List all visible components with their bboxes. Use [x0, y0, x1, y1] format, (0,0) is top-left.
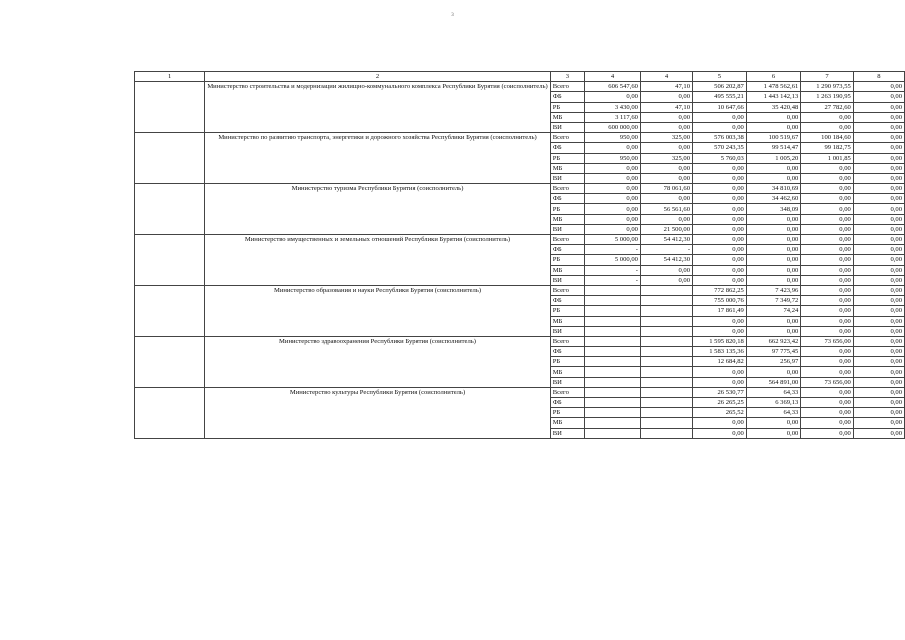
funding-source: ФБ: [550, 92, 584, 102]
amount-cell: 0,00: [801, 357, 854, 367]
amount-cell: [585, 428, 641, 438]
budget-table: [134, 71, 905, 439]
amount-cell: 35 420,48: [746, 102, 800, 112]
funding-source: РБ: [550, 255, 584, 265]
amount-cell: 0,00: [853, 255, 904, 265]
amount-cell: 5 000,00: [585, 235, 641, 245]
amount-cell: 0,00: [853, 418, 904, 428]
amount-cell: 0,00: [746, 255, 800, 265]
amount-cell: 1 583 135,36: [693, 347, 747, 357]
amount-cell: 0,00: [853, 235, 904, 245]
amount-cell: 0,00: [853, 122, 904, 132]
funding-source: ВИ: [550, 275, 584, 285]
amount-cell: 0,00: [853, 316, 904, 326]
amount-cell: 0,00: [585, 92, 641, 102]
amount-cell: [585, 285, 641, 295]
amount-cell: 0,00: [853, 367, 904, 377]
amount-cell: 0,00: [853, 163, 904, 173]
column-header: 8: [853, 72, 904, 82]
amount-cell: [585, 418, 641, 428]
amount-cell: 0,00: [801, 204, 854, 214]
amount-cell: [585, 377, 641, 387]
amount-cell: 0,00: [746, 245, 800, 255]
amount-cell: 0,00: [801, 122, 854, 132]
amount-cell: 570 243,35: [693, 143, 747, 153]
amount-cell: 0,00: [693, 377, 747, 387]
funding-source: Всего: [550, 285, 584, 295]
amount-cell: 0,00: [640, 214, 692, 224]
amount-cell: [585, 357, 641, 367]
amount-cell: 0,00: [585, 184, 641, 194]
amount-cell: -: [585, 245, 641, 255]
table-row: [135, 285, 905, 295]
funding-source: Всего: [550, 336, 584, 346]
amount-cell: 0,00: [746, 214, 800, 224]
amount-cell: 26 265,25: [693, 398, 747, 408]
amount-cell: 0,00: [801, 398, 854, 408]
amount-cell: 0,00: [853, 275, 904, 285]
amount-cell: 0,00: [853, 285, 904, 295]
amount-cell: [640, 326, 692, 336]
page-number: 3: [451, 13, 454, 18]
funding-source: МБ: [550, 316, 584, 326]
amount-cell: 0,00: [853, 296, 904, 306]
funding-source: ФБ: [550, 398, 584, 408]
amount-cell: 0,00: [853, 265, 904, 275]
funding-source: МБ: [550, 163, 584, 173]
funding-source: Всего: [550, 184, 584, 194]
amount-cell: 0,00: [640, 163, 692, 173]
amount-cell: [640, 387, 692, 397]
amount-cell: 606 547,60: [585, 82, 641, 92]
amount-cell: 0,00: [853, 357, 904, 367]
amount-cell: 755 000,76: [693, 296, 747, 306]
amount-cell: 0,00: [853, 377, 904, 387]
amount-cell: -: [640, 245, 692, 255]
amount-cell: 0,00: [746, 173, 800, 183]
amount-cell: 0,00: [853, 326, 904, 336]
column-header: 7: [801, 72, 854, 82]
amount-cell: 6 369,13: [746, 398, 800, 408]
amount-cell: 7 349,72: [746, 296, 800, 306]
amount-cell: 0,00: [640, 173, 692, 183]
amount-cell: 0,00: [746, 235, 800, 245]
funding-source: МБ: [550, 265, 584, 275]
amount-cell: 74,24: [746, 306, 800, 316]
amount-cell: 100 519,67: [746, 133, 800, 143]
amount-cell: 0,00: [585, 163, 641, 173]
amount-cell: [640, 408, 692, 418]
amount-cell: [640, 336, 692, 346]
amount-cell: 0,00: [801, 428, 854, 438]
amount-cell: 54 412,30: [640, 255, 692, 265]
amount-cell: 0,00: [853, 143, 904, 153]
amount-cell: [640, 398, 692, 408]
amount-cell: 64,33: [746, 387, 800, 397]
amount-cell: [585, 408, 641, 418]
amount-cell: 576 003,38: [693, 133, 747, 143]
amount-cell: 348,09: [746, 204, 800, 214]
amount-cell: 0,00: [693, 173, 747, 183]
amount-cell: 0,00: [746, 275, 800, 285]
amount-cell: 1 290 973,55: [801, 82, 854, 92]
amount-cell: [640, 418, 692, 428]
amount-cell: 0,00: [746, 163, 800, 173]
amount-cell: 0,00: [853, 133, 904, 143]
amount-cell: 0,00: [853, 112, 904, 122]
column-header: 4: [585, 72, 641, 82]
amount-cell: 0,00: [640, 112, 692, 122]
table-row: [135, 235, 905, 245]
amount-cell: 73 656,00: [801, 336, 854, 346]
amount-cell: [640, 347, 692, 357]
row-number-cell: [135, 184, 205, 235]
amount-cell: 0,00: [746, 316, 800, 326]
amount-cell: 47,10: [640, 82, 692, 92]
funding-source: МБ: [550, 214, 584, 224]
amount-cell: [585, 347, 641, 357]
funding-source: РБ: [550, 102, 584, 112]
amount-cell: 0,00: [746, 112, 800, 122]
amount-cell: 0,00: [693, 184, 747, 194]
funding-source: ФБ: [550, 347, 584, 357]
amount-cell: 0,00: [585, 224, 641, 234]
amount-cell: [640, 306, 692, 316]
row-number-cell: [135, 82, 205, 133]
amount-cell: 0,00: [801, 112, 854, 122]
amount-cell: 0,00: [585, 194, 641, 204]
amount-cell: 56 561,60: [640, 204, 692, 214]
amount-cell: 950,00: [585, 133, 641, 143]
amount-cell: 0,00: [801, 265, 854, 275]
amount-cell: 0,00: [853, 245, 904, 255]
table-row: [135, 133, 905, 143]
amount-cell: 1 005,20: [746, 153, 800, 163]
amount-cell: [640, 377, 692, 387]
amount-cell: 0,00: [746, 122, 800, 132]
funding-source: ВИ: [550, 326, 584, 336]
amount-cell: [640, 367, 692, 377]
amount-cell: 64,33: [746, 408, 800, 418]
amount-cell: 27 782,60: [801, 102, 854, 112]
funding-source: Всего: [550, 235, 584, 245]
amount-cell: 0,00: [801, 285, 854, 295]
funding-source: ВИ: [550, 173, 584, 183]
amount-cell: 1 595 820,18: [693, 336, 747, 346]
amount-cell: 47,10: [640, 102, 692, 112]
funding-source: ФБ: [550, 245, 584, 255]
amount-cell: 0,00: [801, 194, 854, 204]
amount-cell: 10 647,66: [693, 102, 747, 112]
amount-cell: 73 656,00: [801, 377, 854, 387]
amount-cell: 0,00: [801, 224, 854, 234]
amount-cell: 0,00: [693, 326, 747, 336]
amount-cell: 97 775,45: [746, 347, 800, 357]
executor-name: Министерство образования и науки Республики Бурятия (соисполнитель): [205, 285, 550, 336]
amount-cell: 0,00: [853, 347, 904, 357]
amount-cell: 0,00: [853, 153, 904, 163]
amount-cell: 0,00: [693, 255, 747, 265]
amount-cell: 3 430,00: [585, 102, 641, 112]
amount-cell: 0,00: [801, 326, 854, 336]
amount-cell: 0,00: [801, 408, 854, 418]
amount-cell: 0,00: [853, 92, 904, 102]
amount-cell: 0,00: [801, 255, 854, 265]
amount-cell: 0,00: [853, 194, 904, 204]
funding-source: ВИ: [550, 428, 584, 438]
amount-cell: 0,00: [585, 214, 641, 224]
amount-cell: [640, 428, 692, 438]
amount-cell: 0,00: [693, 418, 747, 428]
funding-source: Всего: [550, 133, 584, 143]
amount-cell: 0,00: [693, 275, 747, 285]
amount-cell: 0,00: [853, 204, 904, 214]
amount-cell: 0,00: [693, 163, 747, 173]
funding-source: РБ: [550, 153, 584, 163]
amount-cell: 265,52: [693, 408, 747, 418]
executor-name: Министерство здравоохранения Республики Бурятия (соисполнитель): [205, 336, 550, 387]
amount-cell: 100 184,60: [801, 133, 854, 143]
amount-cell: 99 514,47: [746, 143, 800, 153]
amount-cell: 0,00: [693, 316, 747, 326]
table-row: [135, 336, 905, 346]
amount-cell: 34 462,60: [746, 194, 800, 204]
column-header: 2: [205, 72, 550, 82]
amount-cell: 506 202,87: [693, 82, 747, 92]
table-row: [135, 184, 905, 194]
amount-cell: 0,00: [585, 143, 641, 153]
amount-cell: 0,00: [853, 306, 904, 316]
table-row: [135, 82, 905, 92]
amount-cell: 0,00: [853, 173, 904, 183]
amount-cell: 21 500,00: [640, 224, 692, 234]
amount-cell: 662 923,42: [746, 336, 800, 346]
amount-cell: 0,00: [693, 214, 747, 224]
funding-source: РБ: [550, 204, 584, 214]
amount-cell: 1 478 562,61: [746, 82, 800, 92]
amount-cell: 12 684,82: [693, 357, 747, 367]
amount-cell: 0,00: [853, 398, 904, 408]
amount-cell: 0,00: [801, 296, 854, 306]
amount-cell: 0,00: [640, 275, 692, 285]
executor-name: Министерство строительства и модернизации жилищно-коммунального комплекса Республики Бурятия (соисполнитель): [205, 82, 550, 133]
amount-cell: 0,00: [693, 245, 747, 255]
amount-cell: -: [585, 265, 641, 275]
column-header: 3: [550, 72, 584, 82]
amount-cell: 0,00: [693, 235, 747, 245]
row-number-cell: [135, 235, 205, 286]
amount-cell: 0,00: [853, 214, 904, 224]
amount-cell: 600 000,00: [585, 122, 641, 132]
amount-cell: [585, 367, 641, 377]
funding-source: МБ: [550, 418, 584, 428]
funding-source: ВИ: [550, 377, 584, 387]
amount-cell: 0,00: [640, 122, 692, 132]
amount-cell: 0,00: [746, 418, 800, 428]
amount-cell: 0,00: [801, 235, 854, 245]
amount-cell: [585, 316, 641, 326]
amount-cell: 54 412,30: [640, 235, 692, 245]
amount-cell: 5 000,00: [585, 255, 641, 265]
amount-cell: 0,00: [853, 184, 904, 194]
amount-cell: 772 862,25: [693, 285, 747, 295]
amount-cell: 256,97: [746, 357, 800, 367]
amount-cell: 0,00: [693, 367, 747, 377]
amount-cell: 17 861,49: [693, 306, 747, 316]
amount-cell: 0,00: [746, 265, 800, 275]
funding-source: Всего: [550, 82, 584, 92]
funding-source: Всего: [550, 387, 584, 397]
row-number-cell: [135, 133, 205, 184]
amount-cell: 0,00: [801, 347, 854, 357]
amount-cell: 0,00: [801, 214, 854, 224]
amount-cell: 0,00: [801, 184, 854, 194]
amount-cell: 495 555,21: [693, 92, 747, 102]
funding-source: РБ: [550, 306, 584, 316]
amount-cell: 0,00: [853, 82, 904, 92]
amount-cell: 0,00: [693, 224, 747, 234]
funding-source: ФБ: [550, 143, 584, 153]
amount-cell: 0,00: [585, 204, 641, 214]
amount-cell: [640, 296, 692, 306]
executor-name: Министерство культуры Республики Бурятия (соисполнитель): [205, 387, 550, 438]
amount-cell: 34 810,69: [746, 184, 800, 194]
amount-cell: 0,00: [853, 102, 904, 112]
amount-cell: 5 760,03: [693, 153, 747, 163]
column-header: 6: [746, 72, 800, 82]
amount-cell: [585, 296, 641, 306]
amount-cell: [640, 285, 692, 295]
executor-name: Министерство по развитию транспорта, энергетики и дорожного хозяйства Республики Бурятия (соисполнитель): [205, 133, 550, 184]
amount-cell: -: [585, 275, 641, 285]
amount-cell: [585, 387, 641, 397]
amount-cell: 0,00: [801, 306, 854, 316]
amount-cell: 0,00: [801, 367, 854, 377]
amount-cell: 0,00: [640, 143, 692, 153]
amount-cell: 0,00: [746, 428, 800, 438]
amount-cell: 1 443 142,13: [746, 92, 800, 102]
amount-cell: 1 001,85: [801, 153, 854, 163]
amount-cell: [585, 336, 641, 346]
amount-cell: 0,00: [801, 245, 854, 255]
amount-cell: 0,00: [853, 336, 904, 346]
amount-cell: 0,00: [853, 387, 904, 397]
funding-source: ФБ: [550, 296, 584, 306]
funding-source: МБ: [550, 112, 584, 122]
amount-cell: 26 530,77: [693, 387, 747, 397]
amount-cell: [640, 357, 692, 367]
column-header: 5: [693, 72, 747, 82]
column-header: 4: [640, 72, 692, 82]
amount-cell: 325,00: [640, 153, 692, 163]
amount-cell: 0,00: [746, 367, 800, 377]
amount-cell: 78 061,60: [640, 184, 692, 194]
amount-cell: 1 263 190,95: [801, 92, 854, 102]
funding-source: ВИ: [550, 224, 584, 234]
amount-cell: 0,00: [853, 224, 904, 234]
amount-cell: 0,00: [801, 316, 854, 326]
funding-source: РБ: [550, 357, 584, 367]
amount-cell: 0,00: [801, 173, 854, 183]
funding-source: ВИ: [550, 122, 584, 132]
amount-cell: [585, 398, 641, 408]
amount-cell: 0,00: [746, 326, 800, 336]
row-number-cell: [135, 387, 205, 438]
amount-cell: 0,00: [693, 265, 747, 275]
amount-cell: 0,00: [801, 418, 854, 428]
amount-cell: 0,00: [746, 224, 800, 234]
header-row: [135, 72, 905, 82]
column-header: 1: [135, 72, 205, 82]
amount-cell: 0,00: [640, 265, 692, 275]
amount-cell: [640, 316, 692, 326]
amount-cell: 0,00: [693, 194, 747, 204]
funding-source: МБ: [550, 367, 584, 377]
amount-cell: 99 182,75: [801, 143, 854, 153]
amount-cell: 0,00: [693, 122, 747, 132]
amount-cell: [585, 326, 641, 336]
amount-cell: 3 117,60: [585, 112, 641, 122]
amount-cell: 0,00: [693, 428, 747, 438]
amount-cell: 0,00: [640, 92, 692, 102]
row-number-cell: [135, 336, 205, 387]
amount-cell: 0,00: [801, 163, 854, 173]
amount-cell: 0,00: [801, 275, 854, 285]
amount-cell: 0,00: [640, 194, 692, 204]
executor-name: Министерство имущественных и земельных отношений Республики Бурятия (соисполнитель): [205, 235, 550, 286]
funding-source: РБ: [550, 408, 584, 418]
funding-source: ФБ: [550, 194, 584, 204]
amount-cell: 0,00: [693, 204, 747, 214]
amount-cell: 325,00: [640, 133, 692, 143]
amount-cell: 950,00: [585, 153, 641, 163]
row-number-cell: [135, 285, 205, 336]
amount-cell: 564 891,00: [746, 377, 800, 387]
amount-cell: 0,00: [853, 408, 904, 418]
amount-cell: 7 423,96: [746, 285, 800, 295]
amount-cell: 0,00: [585, 173, 641, 183]
amount-cell: 0,00: [693, 112, 747, 122]
amount-cell: 0,00: [853, 428, 904, 438]
table-row: [135, 387, 905, 397]
executor-name: Министерство туризма Республики Бурятия (соисполнитель): [205, 184, 550, 235]
amount-cell: [585, 306, 641, 316]
amount-cell: 0,00: [801, 387, 854, 397]
